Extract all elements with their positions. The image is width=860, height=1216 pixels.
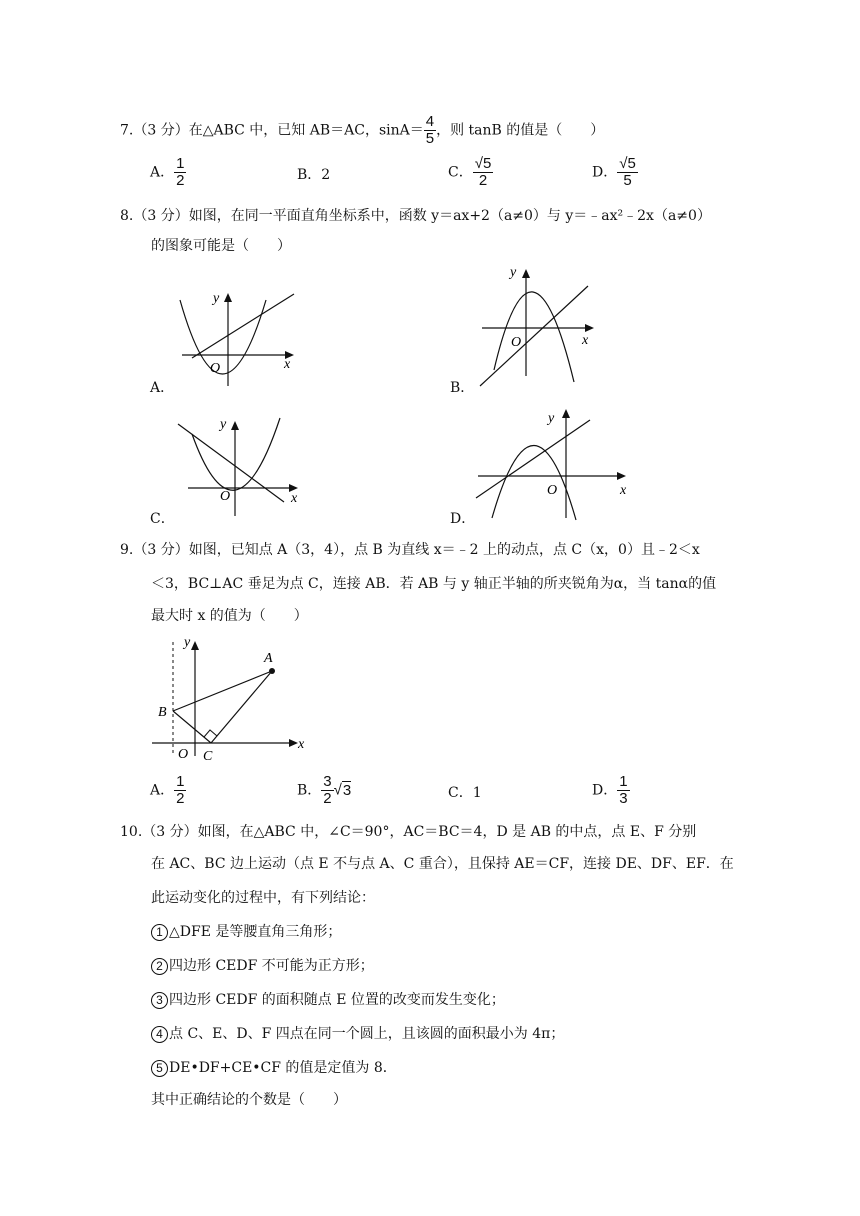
svg-text:O: O	[210, 361, 221, 376]
svg-text:O: O	[547, 483, 558, 498]
q9-stem-line1: 9.（3 分）如图，已知点 A（3，4），点 B 为直线 x＝﹣2 上的动点，点 C（x，0）且﹣2＜x	[120, 542, 700, 558]
q10-stem-line1: 10.（3 分）如图，在△ABC 中，∠C＝90°，AC＝BC＝4，D 是 AB 的中点，点 E、F 分别	[120, 824, 697, 840]
svg-text:x: x	[582, 333, 589, 348]
q7-option-a[interactable]: A． $\frac{1}{2}$	[150, 155, 185, 189]
q7-option-b[interactable]: B．2	[297, 167, 331, 183]
q8-option-a[interactable]: A．	[150, 380, 175, 396]
q9-stem-line3: 最大时 x 的值为（ ）	[151, 608, 308, 624]
q8-graph-d	[470, 402, 640, 522]
q10-stem-line3: 此运动变化的过程中，有下列结论：	[151, 890, 375, 906]
q9-option-c[interactable]: C．1	[448, 785, 482, 801]
q9-option-a[interactable]: A． $\frac{1}{2}$	[150, 773, 185, 807]
svg-text:y: y	[220, 417, 227, 432]
q7-stem: 7.（3 分）在△ABC 中，已知 AB＝AC，sinA＝ $\frac{4}{5}$ ，则 tanB 的值是（ ）	[120, 113, 605, 147]
q10-conclusion-2: 2 四边形 CEDF 不可能为正方形；	[151, 956, 374, 976]
svg-text:x: x	[291, 491, 298, 506]
svg-text:O: O	[511, 335, 522, 350]
svg-text:O: O	[178, 747, 189, 762]
svg-text:y: y	[548, 411, 555, 426]
q8-option-b[interactable]: B．	[450, 380, 475, 396]
q9-figure	[148, 632, 318, 764]
svg-text:y: y	[213, 291, 220, 306]
svg-text:B: B	[158, 705, 167, 720]
q10-conclusion-3: 3 四边形 CEDF 的面积随点 E 位置的改变而发生变化；	[151, 990, 505, 1010]
q8-option-c[interactable]: C．	[150, 511, 175, 527]
svg-text:y: y	[510, 265, 517, 280]
q10-conclusion-1: 1 △DFE 是等腰直角三角形；	[151, 922, 341, 942]
q10-conclusion-4: 4 点 C、E、D、F 四点在同一个圆上，且该圆的面积最小为 4π；	[151, 1024, 564, 1044]
q9-option-d[interactable]: D． $\frac{1}{3}$	[592, 773, 628, 807]
svg-text:x: x	[298, 737, 305, 752]
q8-stem-line1: 8.（3 分）如图，在同一平面直角坐标系中，函数 y＝ax+2（a≠0）与 y＝﹣ax²﹣2x（a≠0）	[120, 208, 711, 224]
q10-question: 其中正确结论的个数是（ ）	[151, 1092, 347, 1108]
q8-graph-c	[174, 404, 314, 520]
svg-text:C: C	[203, 749, 213, 764]
svg-text:x: x	[620, 483, 627, 498]
q10-conclusion-5: 5 DE•DF+CE•CF 的值是定值为 8．	[151, 1058, 397, 1078]
svg-text:A: A	[264, 651, 273, 666]
q7-option-c[interactable]: C． $\frac{√5}{2}$	[448, 155, 492, 189]
q8-option-d[interactable]: D．	[450, 511, 476, 527]
svg-text:y: y	[184, 635, 191, 650]
q9-stem-line2: ＜3，BC⊥AC 垂足为点 C，连接 AB．若 AB 与 y 轴正半轴的所夹锐角为α，当 tanα的值	[151, 576, 717, 592]
q7-option-d[interactable]: D． $\frac{√5}{5}$	[592, 155, 636, 189]
q10-stem-line2: 在 AC、BC 边上运动（点 E 不与点 A、C 重合），且保持 AE＝CF，连接 DE、DF、EF．在	[151, 856, 734, 872]
q8-graph-b	[476, 264, 606, 394]
q7-sin-fraction: $\frac{4}{5}$	[425, 113, 435, 147]
svg-text:x: x	[284, 357, 291, 372]
q9-option-b[interactable]: B． $\frac{3}{2}$ √3	[297, 773, 352, 807]
q8-graph-a	[170, 280, 310, 390]
q8-stem-line2: 的图象可能是（ ）	[151, 238, 291, 254]
svg-text:O: O	[220, 489, 231, 504]
